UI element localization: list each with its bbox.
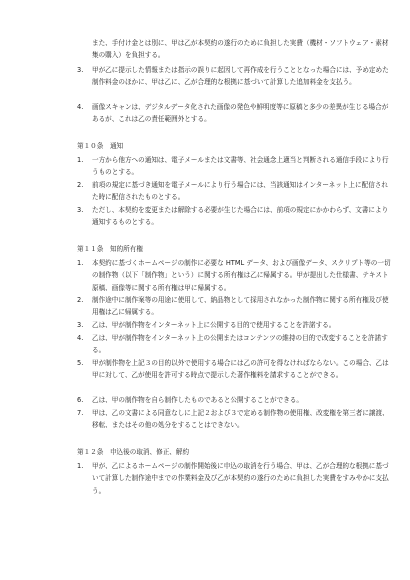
list-text: 甲が乙に提示した情報または指示の誤りに起因して再作成を行うこととなった場合には、予め定めた制作料金のほかに、甲は乙に、乙が合理的な根拠に基づいて計算した追加料金を支払う。 — [92, 66, 389, 87]
list-item — [77, 357, 392, 382]
list-item — [77, 179, 392, 204]
list-text: 画像スキャンは、デジタルデータ化された画像の発色や鮮明度等に原稿と多少の差異が生じる場合があるが、これは乙の責任範囲外とする。 — [92, 103, 389, 124]
list-text: 前項の規定に基づき通知を電子メールにより行う場合には、当該通知はインターネット上に配信された時に配信されたものとする。 — [92, 181, 388, 202]
list-number: 3. — [77, 66, 84, 74]
list-item — [77, 294, 392, 319]
list-item — [77, 154, 392, 179]
article-heading: 第１２条 申込後の取消、修正、解約 — [77, 448, 190, 456]
list-item — [77, 101, 392, 126]
list-text: 乙は、甲の制作物を自ら制作したものであると公開することができる。 — [92, 396, 303, 404]
list-text: 制作途中に制作案等の用途に使用して、納品物として採用されなかった制作物に関する所有権及び使用権は乙に帰属する。 — [92, 296, 389, 317]
list-item — [77, 257, 392, 294]
list-text: 乙は、甲が制作物をインターネット上の公開またはコンテンツの維持の目的で改変することを許諾する。 — [92, 334, 388, 355]
list-number: 3. — [77, 206, 84, 214]
list-number: 1. — [77, 462, 84, 470]
list-number: 1. — [77, 156, 84, 164]
list-text: ただし、本契約を変更または解除する必要が生じた場合には、前項の規定にかかわらず、文書により通知するものとする。 — [92, 206, 389, 227]
list-item — [77, 64, 392, 89]
list-text: 甲が制作物を上記３の目的以外で使用する場合には乙の許可を得なければならない。この場合、乙は甲に対して、乙が使用を許可する時点で提示した著作権料を請求することができる。 — [92, 359, 389, 380]
list-item — [77, 394, 392, 406]
list-number: 4. — [77, 334, 84, 342]
list-item — [77, 319, 392, 331]
list-text: 甲は、乙の文書による同意なしに上記２および３で定める制作物の使用権、改変権を第三者に譲渡、移転、またはその他の処分をすることはできない。 — [92, 409, 389, 430]
list-text: 甲が、乙によるホームページの制作開始後に申込の取消を行う場合、甲は、乙が合理的な根拠に基づいて計算した制作途中までの作業料金及び乙が本契約の遂行のために負担した実費をすみやかに支払う。 — [92, 462, 389, 495]
list-number: 4. — [77, 103, 84, 111]
list-number: 5. — [77, 359, 84, 367]
list-number: 1. — [77, 259, 84, 267]
paragraph-continuation: また、手付け金とは別に、甲は乙が本契約の遂行のために負担した実費（機材・ソフトウェア・素材集の購入）を負担する。 — [92, 39, 389, 60]
list-number: 3. — [77, 321, 84, 329]
article-heading: 第１１条 知的所有権 — [77, 245, 143, 253]
list-text: 一方から他方への通知は、電子メールまたは文書等、社会通念上適当と判断される通信手段により行うものとする。 — [92, 156, 389, 177]
list-item — [77, 204, 392, 229]
list-item — [77, 332, 392, 357]
list-number: 6. — [77, 396, 84, 404]
list-number: 2. — [77, 296, 84, 304]
article-heading: 第１０条 通知 — [77, 142, 124, 150]
list-item — [77, 460, 392, 497]
list-number: 2. — [77, 181, 84, 189]
list-number: 7. — [77, 409, 84, 417]
list-text: 乙は、甲が制作物をインターネット上に公開する目的で使用することを許諾する。 — [92, 321, 336, 329]
list-item — [77, 407, 392, 432]
list-text: 本契約に基づくホームページの制作に必要な HTML データ、および画像データ、スクリプト等の一切の制作物（以下「制作物」という）に関する所有権は乙に帰属する。甲が提出した仕様書、テキスト原稿、画像等に関する所有権は甲に帰属する。 — [92, 259, 391, 292]
